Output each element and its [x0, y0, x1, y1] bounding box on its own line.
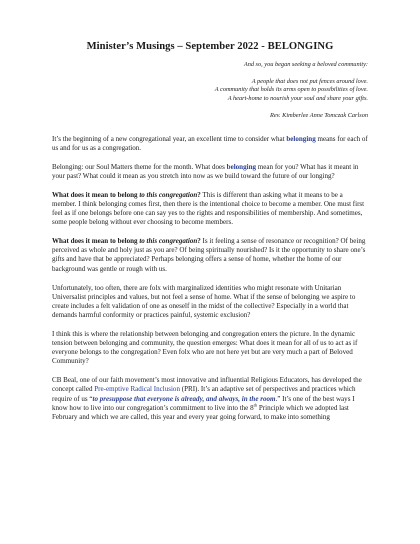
- paragraph-marginalized: Unfortunately, too often, there are folx with marginalized identities who might resonate with Unitarian Universalist principles and values, but not feel a sense of home. What if the sense of belonging we aspire to create includes a felt validation of one as oneself in the midst of the collective? Especially in a world that demands harmful conformity or practices painful, systemic exclusion?: [52, 283, 356, 319]
- keyword-belonging: belonging: [286, 134, 316, 143]
- ordinal-superscript: th: [253, 402, 258, 408]
- epigraph-intro: And so, you began seeking a beloved community:: [243, 61, 368, 68]
- question-lead: What does it mean to belong: [52, 190, 140, 199]
- paragraph-text: Belonging: our Soul Matters theme for the month. What does: [52, 162, 227, 171]
- question-lead: What does it mean to belong: [52, 237, 140, 246]
- keyword-belonging: belonging: [226, 162, 257, 171]
- epigraph-line: A community that holds its arms open to possibilities of love.: [214, 86, 368, 94]
- document-title: Minister’s Musings – September 2022 - BELONGING: [86, 41, 334, 52]
- question-mark: ?: [197, 190, 201, 199]
- paragraph-relationship: I think this is where the relationship between belonging and congregation enters the picture. In the dynamic tension between belonging and community, the question emerges: What does it mean for all of us to act as if everyone belongs to the congregation? Even folx who are not here yet but are very much a part of Beloved Community?: [52, 330, 358, 366]
- paragraph-text: Principle which we adopted last February and which we are called, this year and every year going forward, to make into something: [52, 403, 349, 421]
- paragraph-text: It’s the beginning of a new congregational year, an excellent time to consider what: [52, 134, 287, 143]
- pri-quote: to presuppose that everyone is already, and always, in the room: [92, 394, 276, 403]
- paragraph-intro: [52, 135, 368, 153]
- paragraph-pri: [52, 376, 368, 421]
- paragraph-text: mean for you? What has it meant in your past? What could it mean as you stretch into now as we build toward the future of our longing?: [52, 162, 359, 180]
- question-mark: ?: [197, 237, 201, 246]
- paragraph-text: .” It’s one of the best ways I know how to live into our congregation’s commitment to live into the 8: [52, 394, 355, 412]
- pri-link[interactable]: Pre-emptive Radical Inclusion: [94, 385, 180, 394]
- epigraph-line: A heart-home to nourish your soul and share your gifts.: [227, 95, 368, 103]
- paragraph-theme: [52, 163, 368, 181]
- paragraph-text: (PRI). It’s an adaptive set of perspectives and practices which require of us “: [52, 385, 356, 403]
- epigraph: [52, 61, 368, 121]
- question-emphasis: to this congregation: [139, 190, 198, 199]
- paragraph-text: Is it feeling a sense of resonance or recognition? Of being perceived as whole and holy just as you are? Of being spiritually nourished? Is it the opportunity to share one’s gifts and have that be appreciated? Perhaps belonging offers a sense of home, whether the home of our background was gentle or rough with us.: [52, 237, 366, 273]
- paragraph-text: This is different than asking what it means to be a member. I think belonging comes first, then there is the intentional choice to become a member. One must first feel as if one belongs before one can say yes to the rights and responsibilities of membership. And sometimes, some people belong without ever choosing to become members.: [52, 190, 365, 227]
- epigraph-author: Rev. Kimberlee Anne Tomczak Carlson: [270, 111, 368, 119]
- paragraph-belong-resonance: [52, 237, 368, 273]
- paragraph-text: means for each of us and for us as a congregation.: [52, 134, 368, 152]
- paragraph-belong-membership: [52, 191, 368, 227]
- paragraph-text: CB Beal, one of our faith movement’s most innovative and influential Religious Educators, has developed the concept called: [52, 376, 362, 394]
- epigraph-line: A people that does not put fences around love.: [251, 77, 368, 85]
- question-emphasis: to this congregation: [139, 237, 198, 246]
